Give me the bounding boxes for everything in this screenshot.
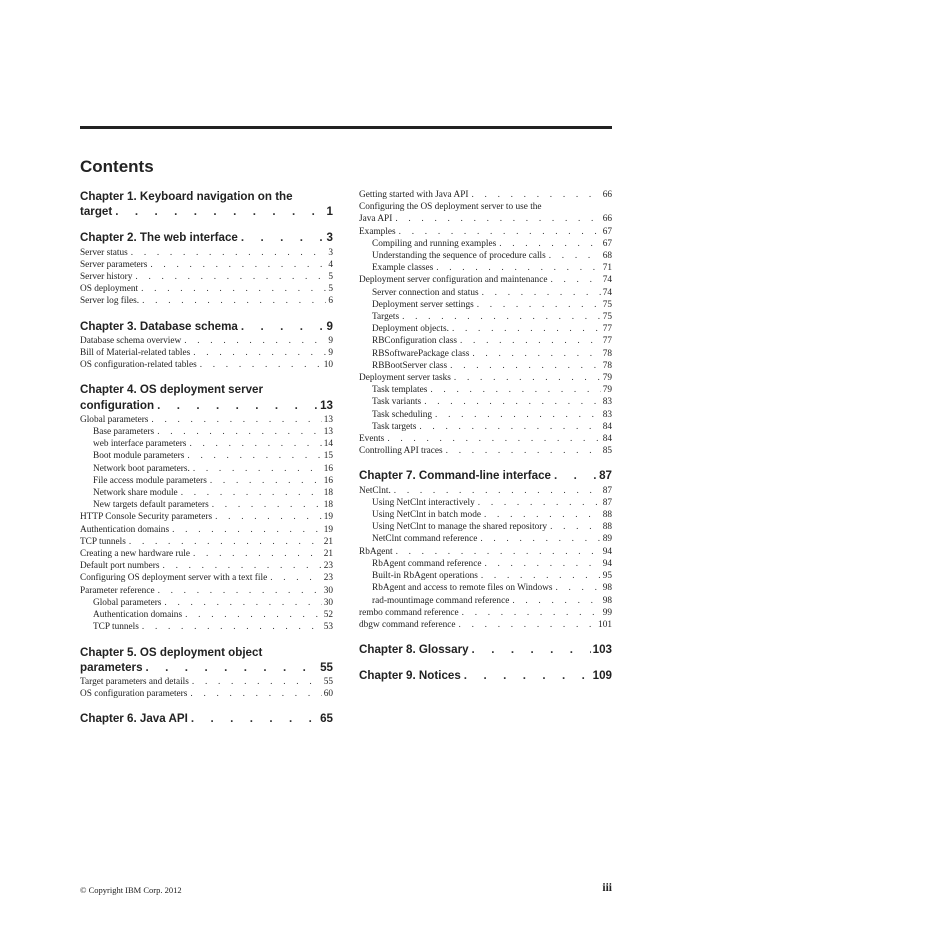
toc-entry-title: OS deployment [80, 284, 139, 295]
toc-entry[interactable] [359, 409, 612, 421]
toc-entry-title: Creating a new hardware rule [80, 549, 190, 560]
dot-leader [484, 558, 600, 570]
toc-entry-page: 87 [599, 469, 612, 483]
toc-entry[interactable] [80, 511, 333, 523]
toc-entry[interactable] [80, 524, 333, 536]
toc-entry-title: Task variants [372, 397, 422, 408]
toc-entry-page: 67 [602, 226, 612, 237]
toc-entry-page: 94 [602, 558, 612, 569]
dot-leader [181, 487, 322, 499]
toc-entry-page: 9 [328, 348, 333, 359]
toc-entry-title: HTTP Console Security parameters [80, 512, 213, 523]
dot-leader [193, 463, 322, 475]
dot-leader [464, 668, 591, 683]
dot-leader [212, 499, 322, 511]
toc-entry[interactable] [359, 485, 612, 497]
toc-entry-title: OS configuration parameters [80, 689, 188, 700]
toc-entry[interactable] [80, 283, 333, 295]
toc-entry-title: configuration [80, 398, 155, 412]
dot-leader [141, 283, 326, 295]
toc-entry-title: Understanding the sequence of procedure calls [372, 251, 546, 262]
toc-entry[interactable] [359, 421, 612, 433]
toc-entry[interactable] [359, 262, 612, 274]
toc-entry-title: Target parameters and details [80, 676, 189, 687]
toc-entry-title: RBSoftwarePackage class [372, 348, 470, 359]
toc-entry[interactable] [359, 250, 612, 262]
toc-entry-page: 75 [602, 299, 612, 310]
toc-entry[interactable] [80, 398, 333, 413]
toc-entry-title: Authentication domains [93, 610, 183, 621]
dot-leader [480, 533, 600, 545]
toc-entry[interactable] [80, 247, 333, 259]
dot-leader [150, 259, 326, 271]
toc-entry-page: 88 [602, 510, 612, 521]
toc-entry-title: RBBootServer class [372, 360, 448, 371]
dot-leader [135, 271, 326, 283]
dot-leader [191, 711, 318, 726]
dot-leader [452, 323, 601, 335]
toc-entry-page: 77 [602, 324, 612, 335]
toc-entry-page: 1 [326, 205, 333, 219]
toc-entry-title: Task scheduling [372, 409, 433, 420]
toc-entry-title: Bill of Material-related tables [80, 348, 191, 359]
toc-entry-page: 83 [602, 397, 612, 408]
toc-entry-page: 109 [592, 669, 612, 683]
toc-entry-page: 66 [602, 190, 612, 200]
dot-leader [189, 438, 321, 450]
toc-entry[interactable] [359, 619, 612, 631]
toc-entry-page: 5 [328, 272, 333, 283]
toc-entry-title: target [80, 205, 113, 219]
dot-leader [478, 497, 601, 509]
toc-entry-page: 55 [320, 660, 333, 674]
toc-entry[interactable] [80, 463, 333, 475]
toc-entry-title: Using NetClnt in batch mode [372, 510, 481, 521]
toc-entry[interactable] [359, 287, 612, 299]
dot-leader [142, 621, 322, 633]
toc-entry[interactable] [80, 572, 333, 584]
toc-entry-page: 94 [602, 546, 612, 557]
toc-entry-page: 65 [320, 712, 333, 726]
dot-leader [459, 619, 597, 631]
toc-entry-page: 16 [323, 475, 333, 486]
toc-entry-title: parameters [80, 660, 143, 674]
toc-entry[interactable] [80, 259, 333, 271]
toc-entry-title: Deployment objects. [372, 324, 449, 335]
toc-entry-title: web interface parameters [93, 439, 187, 450]
dot-leader [192, 676, 322, 688]
toc-entry[interactable] [80, 347, 333, 359]
toc-entry-page: 5 [328, 284, 333, 295]
chapter-entry[interactable] [359, 468, 612, 483]
dot-leader [215, 511, 322, 523]
toc-entry[interactable] [80, 676, 333, 688]
toc-entry-title: rad-mountimage command reference [372, 595, 510, 606]
dot-leader [512, 595, 600, 607]
toc-entry-page: 9 [326, 319, 333, 333]
toc-entry-title: Getting started with Java API [359, 190, 469, 200]
dot-leader [146, 660, 319, 675]
dot-leader [554, 468, 597, 483]
dot-leader [187, 450, 321, 462]
toc-entry-title: Events [359, 434, 385, 445]
toc-entry[interactable] [80, 597, 333, 609]
toc-entry-title: Server log files. [80, 296, 140, 307]
toc-entry[interactable] [359, 238, 612, 250]
toc-entry[interactable] [359, 189, 612, 201]
toc-entry-page: 103 [592, 643, 612, 657]
toc-entry[interactable] [359, 213, 612, 225]
toc-column-left [80, 189, 333, 728]
toc-entry[interactable] [359, 384, 612, 396]
toc-entry-page: 71 [602, 263, 612, 274]
dot-leader [430, 384, 600, 396]
toc-entry[interactable] [359, 497, 612, 509]
toc-entry[interactable] [359, 226, 612, 238]
dot-leader [477, 299, 601, 311]
toc-entry-page: 84 [602, 421, 612, 432]
toc-entry-page: 84 [602, 434, 612, 445]
toc-entry[interactable] [80, 487, 333, 499]
toc-entry-page: 66 [602, 214, 612, 225]
dot-leader [172, 524, 322, 536]
dot-leader [462, 607, 601, 619]
toc-entry[interactable] [80, 499, 333, 511]
toc-entry-page: 9 [328, 335, 333, 346]
toc-entry-title: Base parameters [93, 427, 155, 438]
toc-entry-page: 55 [323, 676, 333, 687]
toc-entry[interactable] [80, 271, 333, 283]
toc-entry-title: Controlling API traces [359, 446, 443, 457]
toc-entry-page: 68 [602, 251, 612, 262]
toc-entry-page: 15 [323, 451, 333, 462]
toc-entry-page: 4 [328, 259, 333, 270]
toc-entry-page: 18 [323, 500, 333, 511]
toc-entry-title: Network boot parameters. [93, 463, 190, 474]
toc-entry-title: RbAgent and access to remote files on Windows [372, 583, 553, 594]
toc-entry[interactable] [80, 536, 333, 548]
toc-entry-title: Server parameters [80, 259, 148, 270]
toc-entry-page: 79 [602, 385, 612, 396]
toc-entry-page: 13 [323, 427, 333, 438]
toc-column-right [359, 189, 612, 685]
toc-entry[interactable] [359, 360, 612, 372]
toc-entry[interactable] [359, 335, 612, 347]
toc-entry[interactable] [80, 660, 333, 675]
toc-entry-title: Default port numbers [80, 561, 160, 572]
toc-entry-title: Deployment server tasks [359, 373, 451, 384]
toc-entry[interactable] [80, 621, 333, 633]
toc-entry-title: Server status [80, 247, 128, 258]
dot-leader [472, 642, 591, 657]
toc-entry[interactable] [359, 595, 612, 607]
dot-leader [193, 548, 322, 560]
toc-entry[interactable] [80, 295, 333, 307]
toc-entry-page: 30 [323, 597, 333, 608]
toc-entry[interactable] [359, 311, 612, 323]
toc-entry-title: Configuring OS deployment server with a text file [80, 573, 268, 584]
toc-entry-page: 99 [602, 607, 612, 618]
page-title: Contents [80, 157, 154, 176]
dot-leader [163, 560, 322, 572]
toc-entry[interactable] [359, 433, 612, 445]
dot-leader [499, 238, 601, 250]
toc-entry-page: 10 [323, 360, 333, 371]
toc-entry-page: 77 [602, 336, 612, 347]
dot-leader [450, 360, 601, 372]
toc-entry-title: Boot module parameters [93, 451, 185, 462]
dot-leader [142, 295, 326, 307]
toc-entry[interactable] [359, 396, 612, 408]
dot-leader [157, 398, 318, 413]
chapter-entry[interactable] [80, 319, 333, 334]
toc-entry-title: Server connection and status [372, 287, 479, 298]
dot-leader [402, 311, 601, 323]
toc-entry-page: 6 [328, 296, 333, 307]
toc-entry[interactable] [80, 688, 333, 700]
toc-entry[interactable] [359, 546, 612, 558]
toc-entry[interactable] [359, 582, 612, 594]
toc-entry-title: Chapter 8. Glossary [359, 643, 469, 657]
dot-leader [550, 521, 601, 533]
dot-leader [387, 433, 600, 445]
dot-leader [394, 485, 601, 497]
toc-entry-page: 13 [323, 414, 333, 425]
toc-entry-title: TCP tunnels [93, 622, 139, 633]
toc-entry-title: Global parameters [93, 597, 162, 608]
toc-entry-page: 98 [602, 583, 612, 594]
toc-entry-title: Chapter 3. Database schema [80, 319, 238, 333]
toc-entry[interactable] [359, 348, 612, 360]
toc-entry-title: Compiling and running examples [372, 238, 497, 249]
toc-entry[interactable] [80, 414, 333, 426]
toc-entry-line[interactable]: Configuring the OS deployment server to use the [359, 202, 542, 213]
toc-entry-title: Chapter 6. Java API [80, 712, 188, 726]
toc-entry-page: 21 [323, 549, 333, 560]
toc-entry-title: Using NetClnt interactively [372, 497, 475, 508]
toc-entry-page: 85 [602, 446, 612, 457]
toc-entry-page: 78 [602, 360, 612, 371]
dot-leader [190, 688, 321, 700]
toc-entry-title: Chapter 7. Command-line interface [359, 469, 551, 483]
toc-entry-title: Chapter 2. The web interface [80, 231, 238, 245]
dot-leader [446, 445, 601, 457]
toc-entry-page: 60 [323, 689, 333, 700]
dot-leader [200, 359, 322, 371]
toc-entry-page: 89 [602, 534, 612, 545]
chapter-entry[interactable] [80, 230, 333, 245]
toc-entry[interactable] [80, 475, 333, 487]
dot-leader [482, 287, 601, 299]
toc-entry-page: 53 [323, 622, 333, 633]
dot-leader [424, 396, 601, 408]
dot-leader [484, 509, 601, 521]
toc-entry-page: 16 [323, 463, 333, 474]
chapter-entry[interactable] [359, 668, 612, 683]
dot-leader [555, 582, 600, 594]
toc-entry-title: Server history [80, 272, 133, 283]
toc-entry-title: Task targets [372, 421, 417, 432]
toc-entry-title: Java API [359, 214, 393, 225]
toc-entry-page: 83 [602, 409, 612, 420]
toc-entry-page: 87 [602, 497, 612, 508]
toc-entry-page: 74 [602, 287, 612, 298]
toc-entry[interactable] [80, 204, 333, 219]
toc-entry[interactable] [359, 274, 612, 286]
chapter-heading-line[interactable]: Chapter 1. Keyboard navigation on the [80, 190, 293, 203]
dot-leader [550, 274, 600, 286]
toc-entry-title: Targets [372, 312, 400, 323]
toc-entry[interactable] [359, 521, 612, 533]
toc-entry-title: Using NetClnt to manage the shared repository [372, 522, 548, 533]
toc-entry-title: Authentication domains [80, 524, 170, 535]
toc-entry[interactable] [80, 609, 333, 621]
toc-entry-page: 14 [323, 439, 333, 450]
toc-entry[interactable] [80, 450, 333, 462]
chapter-heading-line[interactable]: Chapter 4. OS deployment server [80, 383, 263, 397]
dot-leader [270, 572, 322, 584]
toc-entry-title: Global parameters [80, 414, 149, 425]
toc-entry-page: 88 [602, 522, 612, 533]
toc-entry[interactable] [80, 438, 333, 450]
toc-entry[interactable] [80, 426, 333, 438]
toc-entry-page: 98 [602, 595, 612, 606]
dot-leader [472, 348, 600, 360]
toc-entry[interactable] [359, 570, 612, 582]
toc-entry[interactable] [80, 335, 333, 347]
toc-entry-title: Task templates [372, 385, 428, 396]
dot-leader [115, 204, 324, 219]
dot-leader [131, 247, 327, 259]
dot-leader [151, 414, 321, 426]
toc-entry[interactable] [80, 585, 333, 597]
copyright-notice: © Copyright IBM Corp. 2012 [80, 885, 182, 895]
toc-entry[interactable] [80, 560, 333, 572]
chapter-entry[interactable] [359, 642, 612, 657]
toc-entry-page: 87 [602, 485, 612, 496]
toc-entry-page: 30 [323, 585, 333, 596]
toc-entry-title: Example classes [372, 263, 434, 274]
dot-leader [184, 335, 326, 347]
toc-entry[interactable] [80, 548, 333, 560]
toc-entry-title: Chapter 9. Notices [359, 669, 461, 683]
toc-entry-title: dbgw command reference [359, 619, 456, 630]
dot-leader [396, 546, 601, 558]
toc-entry[interactable] [359, 372, 612, 384]
toc-entry[interactable] [359, 558, 612, 570]
dot-leader [241, 319, 325, 334]
dot-leader [129, 536, 322, 548]
dot-leader [157, 426, 322, 438]
dot-leader [549, 250, 601, 262]
toc-entry-page: 67 [602, 238, 612, 249]
dot-leader [158, 585, 322, 597]
chapter-entry[interactable] [80, 711, 333, 726]
toc-entry-title: rembo command reference [359, 607, 459, 618]
toc-entry[interactable] [359, 607, 612, 619]
toc-entry-page: 3 [328, 247, 333, 258]
toc-entry-title: RbAgent command reference [372, 558, 482, 569]
dot-leader [481, 570, 601, 582]
toc-entry-page: 23 [323, 561, 333, 572]
toc-entry-page: 19 [323, 524, 333, 535]
dot-leader [164, 597, 321, 609]
toc-entry-page: 95 [602, 571, 612, 582]
dot-leader [395, 213, 600, 225]
dot-leader [471, 189, 600, 201]
toc-entry-page: 79 [602, 373, 612, 384]
toc-entry-page: 23 [323, 573, 333, 584]
toc-entry-title: RbAgent [359, 546, 393, 557]
toc-entry-page: 3 [326, 231, 333, 245]
toc-entry-title: Deployment server configuration and maintenance [359, 275, 548, 286]
toc-entry-title: Examples [359, 226, 396, 237]
toc-entry-title: Deployment server settings [372, 299, 474, 310]
dot-leader [210, 475, 322, 487]
toc-entry-page: 19 [323, 512, 333, 523]
chapter-heading-line[interactable]: Chapter 5. OS deployment object [80, 645, 263, 659]
dot-leader [399, 226, 601, 238]
dot-leader [435, 409, 601, 421]
toc-entry-page: 52 [323, 610, 333, 621]
toc-entry[interactable] [359, 533, 612, 545]
toc-entry-title: TCP tunnels [80, 536, 126, 547]
toc-entry-title: Database schema overview [80, 335, 182, 346]
dot-leader [185, 609, 322, 621]
toc-entry[interactable] [359, 445, 612, 457]
toc-entry-page: 101 [598, 619, 612, 630]
dot-leader [454, 372, 601, 384]
toc-entry[interactable] [359, 509, 612, 521]
toc-entry[interactable] [359, 323, 612, 335]
toc-entry-title: RBConfiguration class [372, 336, 457, 347]
toc-entry-page: 78 [602, 348, 612, 359]
toc-entry-title: NetClnt. [359, 485, 391, 496]
toc-entry-page: 13 [320, 398, 333, 412]
toc-entry-page: 18 [323, 488, 333, 499]
toc-entry-page: 74 [602, 275, 612, 286]
dot-leader [241, 230, 325, 245]
toc-entry-title: OS configuration-related tables [80, 360, 197, 371]
toc-entry-page: 21 [323, 536, 333, 547]
toc-entry[interactable] [80, 359, 333, 371]
toc-entry-title: NetClnt command reference [372, 534, 478, 545]
dot-leader [193, 347, 326, 359]
page-number: iii [602, 882, 612, 894]
toc-entry-page: 75 [602, 312, 612, 323]
toc-entry-title: File access module parameters [93, 475, 207, 486]
dot-leader [419, 421, 600, 433]
dot-leader [460, 335, 601, 347]
toc-entry-title: Built-in RbAgent operations [372, 571, 478, 582]
header-rule [80, 126, 612, 129]
toc-entry-title: New targets default parameters [93, 500, 209, 511]
toc-entry[interactable] [359, 299, 612, 311]
toc-entry-title: Parameter reference [80, 585, 155, 596]
toc-entry-title: Network share module [93, 488, 178, 499]
dot-leader [436, 262, 601, 274]
